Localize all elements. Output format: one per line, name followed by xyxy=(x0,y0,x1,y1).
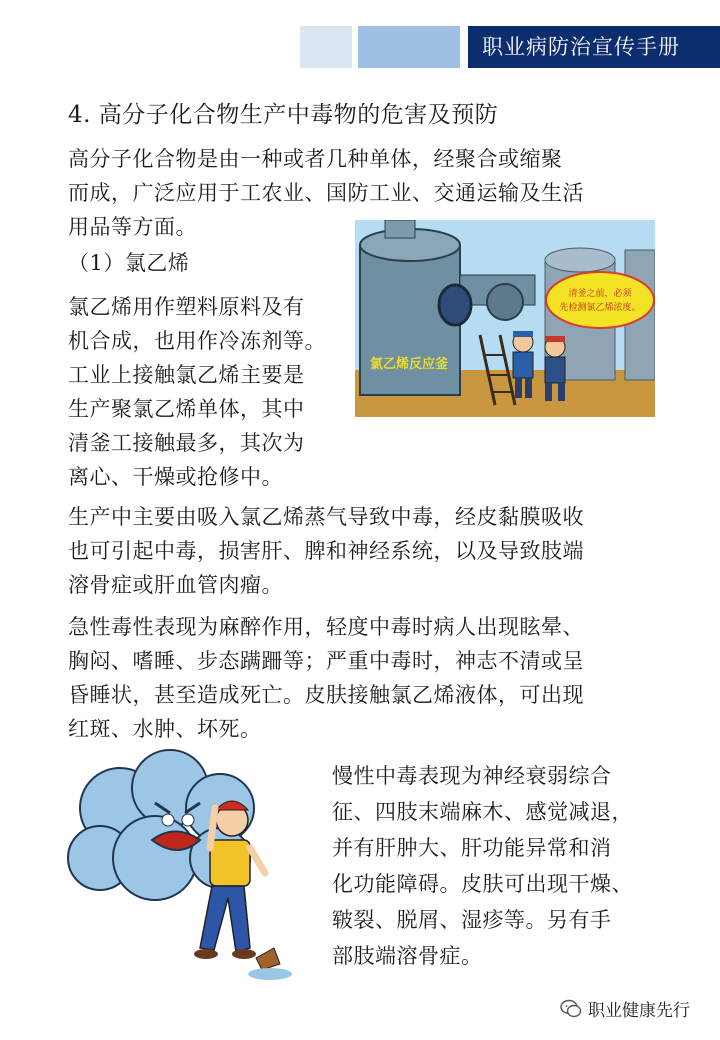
para4-line-5: 皲裂、脱屑、湿疹等。另有手 xyxy=(332,908,612,932)
intro-line-3: 用品等方面。 xyxy=(68,215,197,239)
para1-line-1: 氯乙烯用作塑料原料及有 xyxy=(68,295,305,319)
subheading-vinyl-chloride: （1）氯乙烯 xyxy=(68,251,190,275)
intro-line-1: 高分子化合物是由一种或者几种单体，经聚合或缩聚 xyxy=(68,147,563,171)
para1-line-2: 机合成，也用作冷冻剂等。 xyxy=(68,329,326,353)
section-title: 4. 高分子化合物生产中毒物的危害及预防 xyxy=(68,102,499,128)
header-accent-light xyxy=(300,26,352,68)
para1-line-3: 工业上接触氯乙烯主要是 xyxy=(68,363,305,387)
poison-cloud-illustration xyxy=(60,748,300,984)
para1-line-4: 生产聚氯乙烯单体，其中 xyxy=(68,397,305,421)
intro-line-2: 而成，广泛应用于工农业、国防工业、交通运输及生活 xyxy=(68,181,584,205)
header-title: 职业病防治宣传手册 xyxy=(468,26,720,68)
para3-line-3: 昏睡状，甚至造成死亡。皮肤接触氯乙烯液体，可出现 xyxy=(68,683,584,707)
para4-line-4: 化功能障碍。皮肤可出现干燥、 xyxy=(332,872,633,896)
bubble-line-2: 先检测氯乙烯浓度。 xyxy=(559,303,641,313)
para4-line-2: 征、四肢末端麻木、感觉减退， xyxy=(332,800,633,824)
para3-line-4: 红斑、水肿、坏死。 xyxy=(68,717,262,741)
para2-line-3: 溶骨症或肝血管肉瘤。 xyxy=(68,573,283,597)
para3-line-1: 急性毒性表现为麻醉作用，轻度中毒时病人出现眩晕、 xyxy=(68,615,584,639)
footer-watermark xyxy=(560,996,690,1021)
para2-line-1: 生产中主要由吸入氯乙烯蒸气导致中毒，经皮黏膜吸收 xyxy=(68,505,584,529)
para4-line-6: 部肢端溶骨症。 xyxy=(332,944,483,968)
para2-line-2: 也可引起中毒，损害肝、脾和神经系统，以及导致肢端 xyxy=(68,539,584,563)
para4-line-3: 并有肝肿大、肝功能异常和消 xyxy=(332,836,612,860)
header-accent-mid xyxy=(358,26,460,68)
para1-line-6: 离心、干燥或抢修中。 xyxy=(68,465,283,489)
bubble-line-1: 清釜之前，必须 xyxy=(568,289,632,299)
para3-line-2: 胸闷、嗜睡、步态蹒跚等；严重中毒时，神志不清或呈 xyxy=(68,649,584,673)
footer-brand: 职业健康先行 xyxy=(588,1001,690,1021)
tank-label: 氯乙烯反应釜 xyxy=(370,357,449,372)
para1-line-5: 清釜工接触最多，其次为 xyxy=(68,431,305,455)
wechat-icon xyxy=(560,999,582,1019)
para4-line-1: 慢性中毒表现为神经衰弱综合 xyxy=(332,764,612,788)
reactor-illustration xyxy=(355,220,655,417)
